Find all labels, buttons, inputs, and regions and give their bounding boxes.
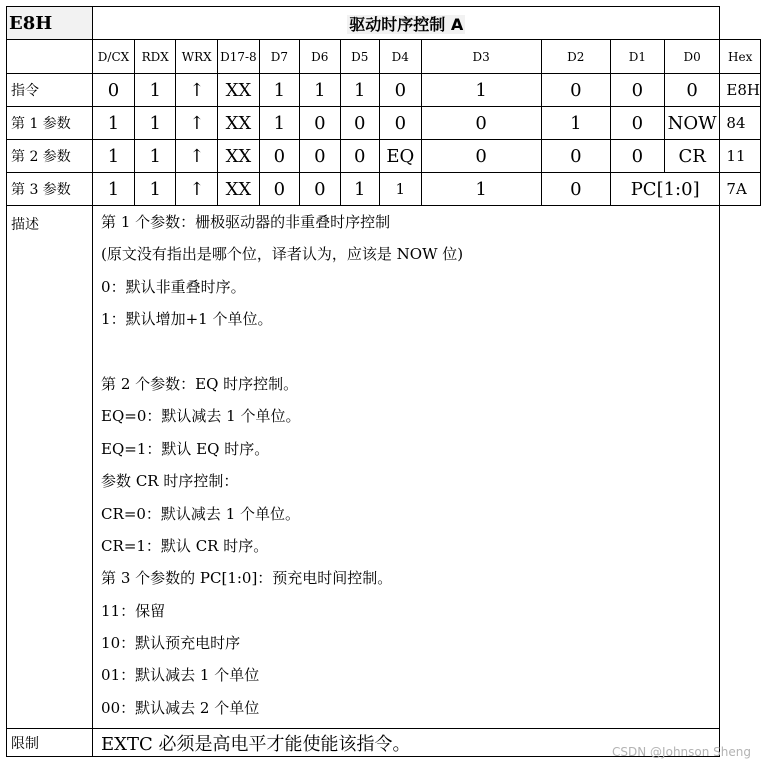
col-header: WRX [176,40,218,74]
cell: 1 [340,173,380,206]
cell: 1 [421,173,541,206]
cell: 0 [300,173,340,206]
cell: 1 [259,107,299,140]
cell: 0 [541,173,610,206]
description-line: (原文没有指出是哪个位，译者认为，应该是 NOW 位) [101,245,464,264]
command-title: 驱动时序控制 A [93,7,720,40]
cell: 0 [300,140,340,173]
description-line: 0：默认非重叠时序。 [101,277,246,296]
hex-cell: 11 [720,140,761,173]
col-header: RDX [134,40,175,74]
cell: XX [218,107,260,140]
cell: EQ [380,140,422,173]
description-line: CR=0：默认减去 1 个单位。 [101,504,301,523]
title-row [7,7,761,40]
command-code: E8H [7,7,93,40]
cell: 0 [610,140,664,173]
row-label: 指令 [7,74,93,107]
cell: PC[1:0] [610,173,720,206]
description-line: 10：默认预充电时序 [101,634,241,653]
table-row [7,107,761,140]
cell: 1 [300,74,340,107]
description-line: 第 3 个参数的 PC[1:0]：预充电时间控制。 [101,569,393,588]
col-header: Hex [720,40,761,74]
restriction-label: 限制 [7,729,93,757]
cell: 0 [93,74,135,107]
cell: 0 [300,107,340,140]
description-line: 00：默认减去 2 个单位 [101,698,260,717]
description-line: 1：默认增加+1 个单位。 [101,310,273,329]
table-row [7,140,761,173]
header-blank [7,40,93,74]
cell: 0 [541,140,610,173]
description-line [101,336,719,368]
up-arrow-icon: ↑ [176,140,218,173]
cell: 1 [93,140,135,173]
cell: 1 [421,74,541,107]
restriction-text: EXTC 必须是高电平才能使能该指令。 [93,729,720,757]
command-table [6,6,761,757]
column-header-row [7,40,761,74]
cell: 0 [340,140,380,173]
cell: 0 [541,74,610,107]
description-line: CR=1：默认 CR 时序。 [101,536,269,555]
col-header: D0 [664,40,720,74]
cell: CR [664,140,720,173]
hex-cell: 7A [720,173,761,206]
cell: NOW [664,107,720,140]
description-line: 参数 CR 时序控制： [101,472,239,491]
col-header: D6 [300,40,340,74]
col-header: D5 [340,40,380,74]
description-line: 第 1 个参数：栅极驱动器的非重叠时序控制 [101,213,391,231]
cell: 1 [340,74,380,107]
cell: 0 [610,107,664,140]
cell: 0 [664,74,720,107]
cell: 0 [421,140,541,173]
col-header: D3 [421,40,541,74]
cell: 0 [421,107,541,140]
watermark: CSDN @Johnson Sheng [612,745,751,759]
up-arrow-icon: ↑ [176,107,218,140]
cell: 1 [259,74,299,107]
col-header: D2 [541,40,610,74]
cell: 1 [134,74,175,107]
row-label: 第 1 参数 [7,107,93,140]
up-arrow-icon: ↑ [176,74,218,107]
cell: 1 [93,173,135,206]
description-label: 描述 [7,206,93,729]
description-line: EQ=0：默认减去 1 个单位。 [101,407,301,426]
col-header: D/CX [93,40,135,74]
up-arrow-icon: ↑ [176,173,218,206]
description-text [93,206,720,729]
cell: 1 [134,140,175,173]
cell: 1 [541,107,610,140]
description-row [7,206,761,729]
col-header: D1 [610,40,664,74]
cell: 0 [259,173,299,206]
cell: 0 [340,107,380,140]
table-row [7,74,761,107]
cell: 0 [380,107,422,140]
description-line: 第 2 个参数：EQ 时序控制。 [101,374,299,393]
cell: XX [218,173,260,206]
table-row [7,173,761,206]
cell: 1 [134,173,175,206]
description-line: EQ=1：默认 EQ 时序。 [101,439,270,458]
cell: XX [218,140,260,173]
col-header: D7 [259,40,299,74]
cell: 0 [610,74,664,107]
col-header: D17-8 [218,40,260,74]
cell: 1 [134,107,175,140]
col-header: D4 [380,40,422,74]
cell: 1 [380,173,422,206]
cell: 1 [93,107,135,140]
hex-cell: E8H [720,74,761,107]
row-label: 第 3 参数 [7,173,93,206]
cell: 0 [380,74,422,107]
description-line: 01：默认减去 1 个单位 [101,666,260,685]
row-label: 第 2 参数 [7,140,93,173]
cell: 0 [259,140,299,173]
description-line: 11：保留 [101,601,166,620]
cell: XX [218,74,260,107]
hex-cell: 84 [720,107,761,140]
